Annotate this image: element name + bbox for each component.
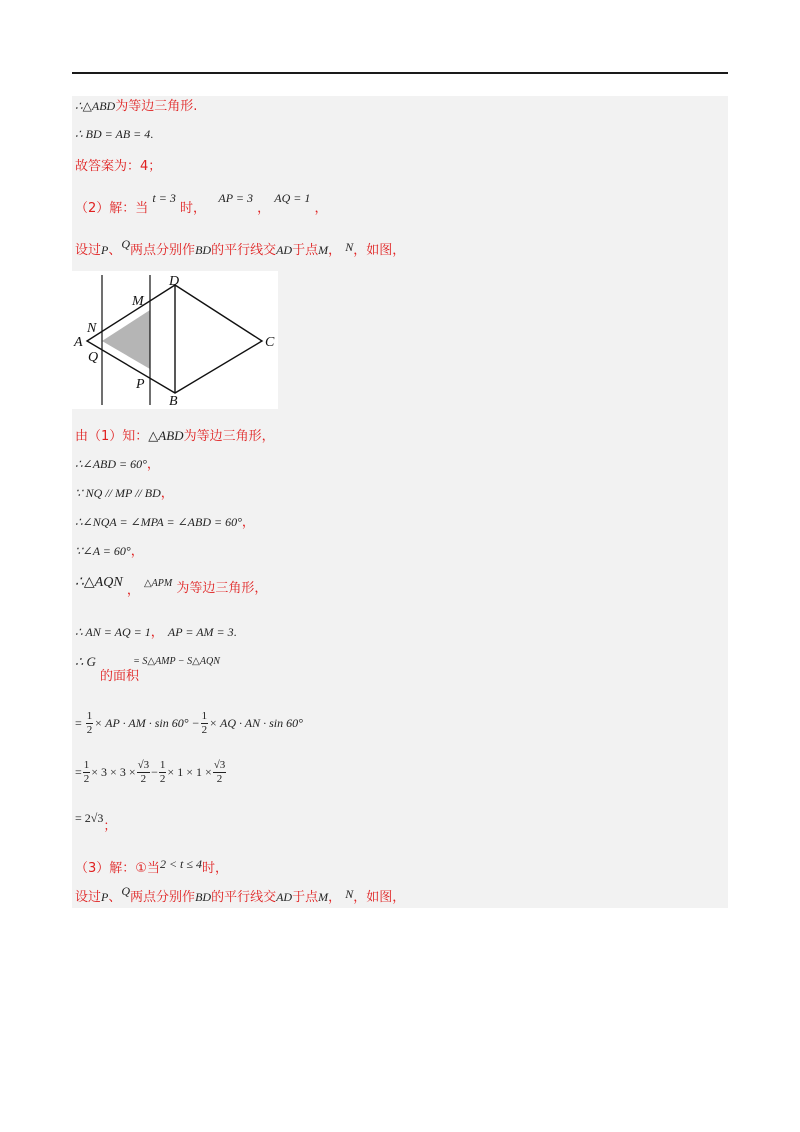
- fraction-sqrt3-half: $\frac{√3}{2}$: [137, 759, 150, 785]
- fraction-half: $\frac{1}{2}$: [86, 710, 93, 736]
- line-14: = $\frac{1}{2}$ × AP · AM · sin 60° − $\frac{1}{2}$ × AQ · AN · sin 60°: [75, 710, 303, 736]
- label-n: N: [87, 321, 97, 336]
- solution-panel: [72, 96, 728, 908]
- shaded-region: [102, 310, 150, 369]
- label-a: A: [74, 335, 83, 350]
- line-3: 故答案为：4；: [75, 159, 162, 174]
- line-11: ∴△AQN ， △APM 为等边三角形，: [75, 575, 268, 598]
- line-13b: 的面积: [100, 669, 140, 684]
- line-1: ∴△ABD为等边三角形.: [75, 99, 198, 114]
- label-q: Q: [88, 350, 99, 365]
- label-d: D: [169, 274, 180, 289]
- fraction-half: $\frac{1}{2}$: [159, 759, 166, 785]
- fraction-sqrt3-half: $\frac{√3}{2}$: [213, 759, 226, 785]
- line-12: ∴ AN = AQ = 1， AP = AM = 3.: [75, 625, 237, 640]
- line-15: = $\frac{1}{2}$ × 3 × 3 × $\frac{√3}{2}$ − $\frac{1}{2}$ × 1 × 1 × $\frac{√3}{2}$: [75, 759, 226, 785]
- line-8: ∵ NQ // MP // BD，: [75, 486, 174, 501]
- rhombus-figure: [72, 271, 278, 409]
- line-2: ∴ BD = AB = 4.: [75, 127, 154, 141]
- line-16: = 2√3；: [75, 811, 117, 834]
- line-9: ∴∠NQA = ∠MPA = ∠ABD = 60°，: [75, 515, 255, 530]
- label-m: M: [132, 294, 144, 309]
- header-rule: [72, 72, 728, 74]
- line-13: ∴ G = S△AMP − S△AQN: [75, 654, 220, 669]
- label-b: B: [169, 394, 178, 409]
- line-17: （3）解：①当2 < t ≤ 4时，: [75, 857, 228, 876]
- fraction-half: $\frac{1}{2}$: [201, 710, 208, 736]
- line-4: （2）解：当 t = 3 时， AP = 3 ， AQ = 1 ，: [75, 191, 328, 216]
- line-10: ∵∠A = 60°，: [75, 544, 144, 559]
- line-18: 设过P、Q两点分别作BD的平行线交AD于点M， N，如图，: [75, 884, 406, 905]
- line-6: 由（1）知：△ABD为等边三角形，: [75, 428, 275, 444]
- rhombus-diagram: [72, 271, 278, 409]
- label-p: P: [136, 377, 145, 392]
- fraction-half: $\frac{1}{2}$: [83, 759, 90, 785]
- line-5: 设过P、Q两点分别作BD的平行线交AD于点M， N，如图，: [75, 237, 406, 258]
- line-7: ∴∠ABD = 60°，: [75, 457, 160, 472]
- label-c: C: [265, 335, 275, 350]
